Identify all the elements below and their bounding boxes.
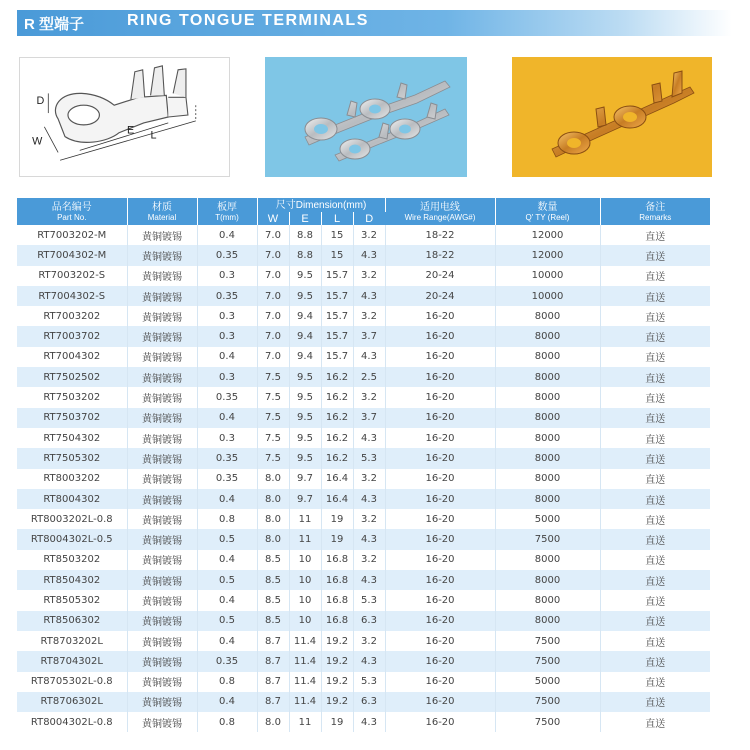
cell-wire-range: 16-20 — [385, 651, 495, 671]
cell-dim-w: 8.0 — [257, 489, 289, 509]
cell-dim-l: 16.8 — [321, 590, 353, 610]
cell-remarks: 直送 — [600, 286, 710, 306]
cell-dim-d: 3.2 — [353, 225, 385, 245]
diagram-label-w: W — [32, 135, 43, 148]
cell-remarks: 直送 — [600, 387, 710, 407]
cell-thickness: 0.35 — [197, 469, 257, 489]
cell-wire-range: 16-20 — [385, 489, 495, 509]
cell-dim-d: 3.2 — [353, 550, 385, 570]
cell-dim-d: 4.3 — [353, 651, 385, 671]
cell-dim-e: 9.5 — [289, 266, 321, 286]
cell-material: 黄铜镀锡 — [127, 367, 197, 387]
cell-quantity: 5000 — [495, 672, 600, 692]
cell-remarks: 直送 — [600, 570, 710, 590]
cell-remarks: 直送 — [600, 469, 710, 489]
col-header-remarks: 备注 Remarks — [600, 198, 710, 225]
cell-remarks: 直送 — [600, 225, 710, 245]
cell-material: 黄铜镀锡 — [127, 712, 197, 732]
cell-quantity: 12000 — [495, 225, 600, 245]
cell-remarks: 直送 — [600, 306, 710, 326]
brass-terminal-photo — [512, 57, 712, 177]
cell-dim-l: 16.2 — [321, 448, 353, 468]
cell-material: 黄铜镀锡 — [127, 306, 197, 326]
cell-dim-w: 8.5 — [257, 570, 289, 590]
cell-material: 黄铜镀锡 — [127, 611, 197, 631]
cell-dim-d: 6.3 — [353, 611, 385, 631]
cell-remarks: 直送 — [600, 408, 710, 428]
cell-quantity: 8000 — [495, 306, 600, 326]
title-banner — [17, 10, 732, 36]
cell-part-no: RT7003202-S — [17, 266, 127, 286]
cell-dim-l: 19.2 — [321, 631, 353, 651]
cell-wire-range: 18-22 — [385, 225, 495, 245]
cell-remarks: 直送 — [600, 672, 710, 692]
cell-dim-e: 9.7 — [289, 469, 321, 489]
cell-wire-range: 16-20 — [385, 509, 495, 529]
cell-thickness: 0.5 — [197, 570, 257, 590]
table-row — [17, 266, 710, 286]
cell-dim-e: 9.4 — [289, 326, 321, 346]
cell-remarks: 直送 — [600, 590, 710, 610]
cell-material: 黄铜镀锡 — [127, 266, 197, 286]
cell-wire-range: 18-22 — [385, 245, 495, 265]
cell-material: 黄铜镀锡 — [127, 590, 197, 610]
cell-dim-d: 4.3 — [353, 347, 385, 367]
cell-dim-w: 7.0 — [257, 266, 289, 286]
cell-dim-d: 6.3 — [353, 692, 385, 712]
cell-part-no: RT8004302 — [17, 489, 127, 509]
cell-quantity: 7500 — [495, 692, 600, 712]
cell-thickness: 0.3 — [197, 326, 257, 346]
cell-dim-d: 3.2 — [353, 631, 385, 651]
table-row — [17, 408, 710, 428]
cell-dim-d: 3.7 — [353, 408, 385, 428]
cell-dim-e: 11.4 — [289, 692, 321, 712]
title-en: RING TONGUE TERMINALS — [127, 12, 369, 29]
cell-dim-w: 7.0 — [257, 286, 289, 306]
cell-part-no: RT8506302 — [17, 611, 127, 631]
cell-thickness: 0.4 — [197, 347, 257, 367]
cell-remarks: 直送 — [600, 651, 710, 671]
cell-quantity: 8000 — [495, 387, 600, 407]
table-row — [17, 529, 710, 549]
cell-wire-range: 16-20 — [385, 326, 495, 346]
cell-dim-l: 16.8 — [321, 611, 353, 631]
cell-dim-e: 9.5 — [289, 286, 321, 306]
cell-wire-range: 16-20 — [385, 529, 495, 549]
cell-wire-range: 16-20 — [385, 347, 495, 367]
cell-material: 黄铜镀锡 — [127, 651, 197, 671]
cell-dim-e: 9.5 — [289, 448, 321, 468]
cell-quantity: 8000 — [495, 326, 600, 346]
cell-dim-e: 9.5 — [289, 408, 321, 428]
cell-dim-e: 9.4 — [289, 347, 321, 367]
cell-quantity: 8000 — [495, 428, 600, 448]
cell-material: 黄铜镀锡 — [127, 408, 197, 428]
cell-thickness: 0.4 — [197, 550, 257, 570]
cell-quantity: 7500 — [495, 529, 600, 549]
cell-remarks: 直送 — [600, 509, 710, 529]
cell-material: 黄铜镀锡 — [127, 692, 197, 712]
cell-part-no: RT8004302L-0.8 — [17, 712, 127, 732]
cell-thickness: 0.4 — [197, 225, 257, 245]
cell-wire-range: 20-24 — [385, 286, 495, 306]
cell-remarks: 直送 — [600, 712, 710, 732]
cell-material: 黄铜镀锡 — [127, 509, 197, 529]
cell-part-no: RT7004302-S — [17, 286, 127, 306]
cell-wire-range: 16-20 — [385, 692, 495, 712]
table-row — [17, 692, 710, 712]
cell-dim-w: 8.0 — [257, 469, 289, 489]
cell-wire-range: 16-20 — [385, 387, 495, 407]
cell-quantity: 8000 — [495, 469, 600, 489]
cell-wire-range: 16-20 — [385, 448, 495, 468]
table-body — [17, 225, 710, 732]
cell-dim-w: 7.5 — [257, 367, 289, 387]
cell-wire-range: 16-20 — [385, 631, 495, 651]
cell-dim-w: 8.7 — [257, 651, 289, 671]
cell-dim-w: 7.0 — [257, 347, 289, 367]
silver-terminal-photo — [265, 57, 467, 177]
col-header-d: D — [353, 212, 385, 225]
cell-dim-w: 8.7 — [257, 672, 289, 692]
cell-dim-l: 16.4 — [321, 469, 353, 489]
diagram-label-e: E — [126, 124, 135, 137]
cell-material: 黄铜镀锡 — [127, 469, 197, 489]
cell-part-no: RT7003202 — [17, 306, 127, 326]
cell-dim-e: 9.7 — [289, 489, 321, 509]
cell-quantity: 7500 — [495, 631, 600, 651]
cell-dim-d: 5.3 — [353, 448, 385, 468]
cell-thickness: 0.8 — [197, 672, 257, 692]
cell-remarks: 直送 — [600, 347, 710, 367]
cell-dim-l: 16.8 — [321, 570, 353, 590]
cell-dim-e: 11 — [289, 712, 321, 732]
cell-remarks: 直送 — [600, 550, 710, 570]
cell-quantity: 7500 — [495, 712, 600, 732]
cell-dim-e: 8.8 — [289, 225, 321, 245]
cell-thickness: 0.35 — [197, 286, 257, 306]
cell-material: 黄铜镀锡 — [127, 529, 197, 549]
cell-part-no: RT7003202-M — [17, 225, 127, 245]
cell-quantity: 8000 — [495, 347, 600, 367]
cell-dim-l: 16.8 — [321, 550, 353, 570]
cell-wire-range: 16-20 — [385, 367, 495, 387]
cell-remarks: 直送 — [600, 326, 710, 346]
table-row — [17, 367, 710, 387]
cell-part-no: RT8504302 — [17, 570, 127, 590]
cell-thickness: 0.3 — [197, 428, 257, 448]
cell-thickness: 0.3 — [197, 367, 257, 387]
cell-thickness: 0.8 — [197, 712, 257, 732]
cell-thickness: 0.4 — [197, 590, 257, 610]
cell-dim-e: 11 — [289, 529, 321, 549]
cell-wire-range: 16-20 — [385, 550, 495, 570]
cell-dim-w: 8.5 — [257, 611, 289, 631]
cell-thickness: 0.35 — [197, 245, 257, 265]
table-row — [17, 387, 710, 407]
cell-dim-d: 3.2 — [353, 387, 385, 407]
cell-part-no: RT7003702 — [17, 326, 127, 346]
cell-thickness: 0.5 — [197, 529, 257, 549]
cell-material: 黄铜镀锡 — [127, 387, 197, 407]
dimension-diagram — [19, 57, 230, 177]
cell-dim-d: 3.7 — [353, 326, 385, 346]
cell-material: 黄铜镀锡 — [127, 245, 197, 265]
cell-dim-l: 15.7 — [321, 266, 353, 286]
table-row — [17, 651, 710, 671]
table-row — [17, 448, 710, 468]
cell-quantity: 8000 — [495, 611, 600, 631]
cell-dim-l: 16.2 — [321, 408, 353, 428]
col-header-e: E — [289, 212, 321, 225]
cell-dim-w: 8.5 — [257, 590, 289, 610]
cell-dim-l: 19 — [321, 529, 353, 549]
cell-part-no: RT7503202 — [17, 387, 127, 407]
cell-remarks: 直送 — [600, 428, 710, 448]
cell-wire-range: 16-20 — [385, 590, 495, 610]
cell-remarks: 直送 — [600, 611, 710, 631]
cell-quantity: 5000 — [495, 509, 600, 529]
cell-remarks: 直送 — [600, 529, 710, 549]
cell-material: 黄铜镀锡 — [127, 347, 197, 367]
cell-dim-l: 19 — [321, 712, 353, 732]
table-row — [17, 225, 710, 245]
cell-dim-d: 4.3 — [353, 529, 385, 549]
cell-part-no: RT7004302 — [17, 347, 127, 367]
cell-dim-w: 7.0 — [257, 245, 289, 265]
cell-remarks: 直送 — [600, 367, 710, 387]
cell-part-no: RT8505302 — [17, 590, 127, 610]
cell-dim-e: 9.5 — [289, 367, 321, 387]
cell-dim-w: 7.5 — [257, 387, 289, 407]
cell-part-no: RT8706302L — [17, 692, 127, 712]
cell-thickness: 0.35 — [197, 448, 257, 468]
cell-material: 黄铜镀锡 — [127, 286, 197, 306]
cell-dim-l: 19 — [321, 509, 353, 529]
cell-dim-d: 4.3 — [353, 489, 385, 509]
table-row — [17, 347, 710, 367]
table-row — [17, 428, 710, 448]
cell-wire-range: 16-20 — [385, 306, 495, 326]
table-row — [17, 306, 710, 326]
cell-dim-d: 4.3 — [353, 570, 385, 590]
col-header-w: W — [257, 212, 289, 225]
col-header-material: 材质 Material — [127, 198, 197, 225]
cell-wire-range: 16-20 — [385, 611, 495, 631]
cell-part-no: RT8003202 — [17, 469, 127, 489]
cell-wire-range: 16-20 — [385, 712, 495, 732]
cell-dim-w: 7.5 — [257, 408, 289, 428]
cell-dim-w: 7.0 — [257, 326, 289, 346]
cell-dim-d: 4.3 — [353, 428, 385, 448]
col-header-part-no: 品名编号 Part No. — [17, 198, 127, 225]
cell-remarks: 直送 — [600, 266, 710, 286]
title-cn: R 型端子 — [24, 16, 85, 33]
cell-thickness: 0.4 — [197, 692, 257, 712]
cell-dim-d: 3.2 — [353, 306, 385, 326]
cell-dim-w: 8.0 — [257, 529, 289, 549]
cell-dim-e: 10 — [289, 550, 321, 570]
cell-part-no: RT8503202 — [17, 550, 127, 570]
cell-dim-w: 7.5 — [257, 448, 289, 468]
cell-material: 黄铜镀锡 — [127, 448, 197, 468]
cell-quantity: 8000 — [495, 408, 600, 428]
cell-part-no: RT8704302L — [17, 651, 127, 671]
table-row — [17, 326, 710, 346]
cell-dim-e: 11.4 — [289, 631, 321, 651]
cell-dim-d: 3.2 — [353, 266, 385, 286]
cell-dim-w: 8.7 — [257, 692, 289, 712]
cell-quantity: 12000 — [495, 245, 600, 265]
table-row — [17, 672, 710, 692]
cell-thickness: 0.3 — [197, 306, 257, 326]
diagram-label-l: L — [150, 129, 157, 142]
cell-dim-l: 15.7 — [321, 286, 353, 306]
table-row — [17, 550, 710, 570]
cell-dim-w: 8.0 — [257, 712, 289, 732]
cell-quantity: 8000 — [495, 489, 600, 509]
table-row — [17, 509, 710, 529]
cell-wire-range: 16-20 — [385, 672, 495, 692]
cell-dim-l: 15 — [321, 245, 353, 265]
cell-dim-l: 16.4 — [321, 489, 353, 509]
cell-part-no: RT8004302L-0.5 — [17, 529, 127, 549]
table-row — [17, 570, 710, 590]
table-row — [17, 611, 710, 631]
cell-material: 黄铜镀锡 — [127, 428, 197, 448]
table-row — [17, 489, 710, 509]
cell-material: 黄铜镀锡 — [127, 326, 197, 346]
cell-dim-w: 7.0 — [257, 225, 289, 245]
cell-part-no: RT7505302 — [17, 448, 127, 468]
cell-material: 黄铜镀锡 — [127, 225, 197, 245]
table-row — [17, 286, 710, 306]
cell-dim-e: 10 — [289, 611, 321, 631]
cell-dim-l: 19.2 — [321, 672, 353, 692]
cell-quantity: 8000 — [495, 590, 600, 610]
cell-dim-w: 7.0 — [257, 306, 289, 326]
cell-dim-d: 5.3 — [353, 672, 385, 692]
cell-dim-w: 8.0 — [257, 509, 289, 529]
cell-dim-w: 7.5 — [257, 428, 289, 448]
cell-wire-range: 20-24 — [385, 266, 495, 286]
cell-remarks: 直送 — [600, 245, 710, 265]
cell-wire-range: 16-20 — [385, 428, 495, 448]
cell-remarks: 直送 — [600, 692, 710, 712]
cell-dim-l: 16.2 — [321, 428, 353, 448]
cell-material: 黄铜镀锡 — [127, 550, 197, 570]
cell-thickness: 0.3 — [197, 266, 257, 286]
cell-dim-l: 15.7 — [321, 326, 353, 346]
cell-remarks: 直送 — [600, 448, 710, 468]
cell-dim-l: 15.7 — [321, 306, 353, 326]
cell-material: 黄铜镀锡 — [127, 489, 197, 509]
cell-part-no: RT7504302 — [17, 428, 127, 448]
cell-quantity: 8000 — [495, 550, 600, 570]
cell-part-no: RT8703202L — [17, 631, 127, 651]
col-header-wire-range: 适用电线 Wire Range(AWG#) — [385, 198, 495, 225]
cell-quantity: 7500 — [495, 651, 600, 671]
cell-quantity: 10000 — [495, 286, 600, 306]
cell-dim-l: 16.2 — [321, 387, 353, 407]
col-header-quantity: 数量 Q' TY (Reel) — [495, 198, 600, 225]
cell-thickness: 0.4 — [197, 631, 257, 651]
cell-dim-e: 8.8 — [289, 245, 321, 265]
cell-remarks: 直送 — [600, 489, 710, 509]
cell-quantity: 8000 — [495, 570, 600, 590]
cell-thickness: 0.35 — [197, 387, 257, 407]
col-header-thickness: 板厚 T(mm) — [197, 198, 257, 225]
cell-dim-l: 19.2 — [321, 651, 353, 671]
diagram-label-d: D — [36, 95, 45, 108]
cell-dim-e: 9.5 — [289, 428, 321, 448]
cell-material: 黄铜镀锡 — [127, 570, 197, 590]
cell-dim-l: 16.2 — [321, 367, 353, 387]
ring-terminal-table — [17, 198, 710, 732]
cell-thickness: 0.35 — [197, 651, 257, 671]
cell-dim-e: 9.5 — [289, 387, 321, 407]
cell-part-no: RT7503702 — [17, 408, 127, 428]
cell-wire-range: 16-20 — [385, 469, 495, 489]
cell-thickness: 0.4 — [197, 489, 257, 509]
col-header-l: L — [321, 212, 353, 225]
cell-dim-l: 15 — [321, 225, 353, 245]
table-row — [17, 712, 710, 732]
cell-dim-w: 8.7 — [257, 631, 289, 651]
cell-thickness: 0.4 — [197, 408, 257, 428]
table-row — [17, 590, 710, 610]
cell-wire-range: 16-20 — [385, 408, 495, 428]
cell-dim-d: 2.5 — [353, 367, 385, 387]
cell-dim-e: 10 — [289, 590, 321, 610]
col-header-dimension: 尺寸Dimension(mm) — [257, 198, 385, 212]
table-row — [17, 469, 710, 489]
cell-wire-range: 16-20 — [385, 570, 495, 590]
cell-quantity: 10000 — [495, 266, 600, 286]
cell-dim-e: 11.4 — [289, 672, 321, 692]
cell-part-no: RT8705302L-0.8 — [17, 672, 127, 692]
cell-dim-e: 10 — [289, 570, 321, 590]
cell-material: 黄铜镀锡 — [127, 631, 197, 651]
cell-dim-e: 9.4 — [289, 306, 321, 326]
cell-material: 黄铜镀锡 — [127, 672, 197, 692]
cell-dim-d: 4.3 — [353, 712, 385, 732]
cell-dim-e: 11.4 — [289, 651, 321, 671]
cell-dim-w: 8.5 — [257, 550, 289, 570]
table-row — [17, 631, 710, 651]
cell-dim-l: 15.7 — [321, 347, 353, 367]
cell-dim-e: 11 — [289, 509, 321, 529]
cell-thickness: 0.5 — [197, 611, 257, 631]
cell-quantity: 8000 — [495, 367, 600, 387]
cell-quantity: 8000 — [495, 448, 600, 468]
cell-dim-d: 4.3 — [353, 245, 385, 265]
cell-remarks: 直送 — [600, 631, 710, 651]
table-row — [17, 245, 710, 265]
cell-part-no: RT7004302-M — [17, 245, 127, 265]
cell-dim-l: 19.2 — [321, 692, 353, 712]
cell-dim-d: 4.3 — [353, 286, 385, 306]
cell-part-no: RT8003202L-0.8 — [17, 509, 127, 529]
cell-thickness: 0.8 — [197, 509, 257, 529]
cell-dim-d: 5.3 — [353, 590, 385, 610]
cell-dim-d: 3.2 — [353, 509, 385, 529]
cell-part-no: RT7502502 — [17, 367, 127, 387]
cell-dim-d: 3.2 — [353, 469, 385, 489]
